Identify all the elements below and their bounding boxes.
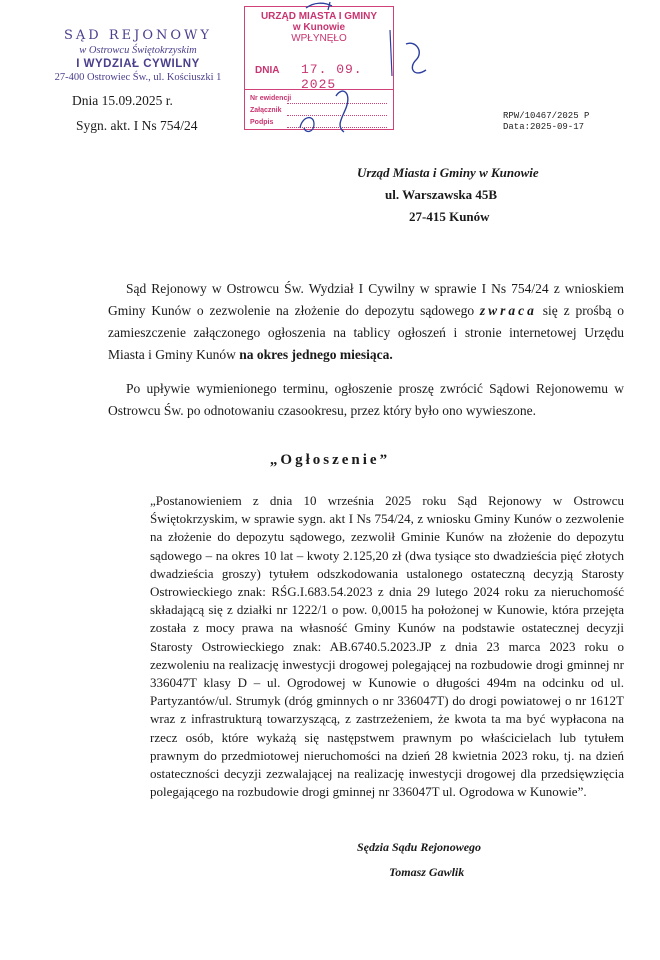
letter-p1-text-a: Sąd Rejonowy w Ostrowcu Św. Wydział I Cywilny w sprawie I Ns 754/24 z wnioskiem Gminy Kunów o zezwolenie na złożenie do depozytu sądowego xyxy=(108,281,624,318)
stamp-status: WPŁYNĘŁO xyxy=(291,33,347,44)
court-name: SĄD REJONOWY xyxy=(64,28,212,43)
handwritten-zero xyxy=(300,118,314,132)
court-address: 27-400 Ostrowiec Św., ul. Kościuszki 1 xyxy=(54,72,222,83)
handwritten-number-mark xyxy=(336,91,348,132)
registry-number: RPW/10467/2025 P xyxy=(503,111,590,121)
court-city: w Ostrowcu Świętokrzyskim xyxy=(79,45,197,56)
stamp-org-line2: w Kunowie xyxy=(292,22,346,33)
signature-name: Tomasz Gawlik xyxy=(389,865,465,879)
announcement-text: „Postanowieniem z dnia 10 września 2025 roku Sąd Rejonowy w Ostrowcu Świętokrzyskim, w sprawie sygn. akt I Ns 754/24, z wniosku Gminy Kunów o zezwolenie na złożenie do depozytu sądowego, zezwolił Gminie Kunów na złożenie do depozytu sądowego – na okres 10 lat – kwoty 2.125,20 zł (dwa tysiące sto dwadzieścia pięć złotych dwadzieścia groszy) tytułem odszkodowania ustalonego ostateczną decyzją Starosty Ostrowieckiego znak: RŚG.I.683.54.2023 z dnia 29 lutego 2024 roku za nieruchomość składającą się z działki nr 1222/1 o pow. 0,0015 ha położonej w Kunowie, która przejęta została z mocy prawa na własność Gminy Kunów na podstawie ostatecznej decyzji Starosty Ostrowieckiego znak: AB.6740.5.2023.JP z dnia 23 marca 2023 roku o zezwoleniu na realizację inwestycji drogowej polegającej na rozbudowie drogi gminnej nr 336047T klasy D – ul. Ogrodowej w Kunowie o długości 494m na odcinku od ul. Partyzantów/ul. Strumyk (dróg gminnych o nr 336047T) do drogi powiatowej o nr 1612T wraz z infrastrukturą towarzyszącą, z zastrzeżeniem, że kwota ta ma być wypłacona na rzecz osób, które wykażą się następstwem prawnym po właścicielach lub tytułem prawnym do przedmiotowej nieruchomości na dzień 28 kwietnia 2023 roku, tj. na dzień ostateczności decyzji zezwalającej na realizację inwestycji drogowej dla przedsięwzięcia polegającego na rozbudowie drogi gminnej nr 336047T ul. Ogrodowa w Kunowie”. xyxy=(150,493,624,800)
handwritten-initial-mark xyxy=(306,2,332,10)
stamp-field-registry: Nr ewidencji xyxy=(250,95,292,102)
signature-title: Sędzia Sądu Rejonowego xyxy=(357,840,482,854)
announcement-title: „Ogłoszenie” xyxy=(269,452,391,468)
recipient-street: ul. Warszawska 45B xyxy=(385,187,498,202)
recipient-address xyxy=(357,162,627,228)
stamp-date-label: DNIA xyxy=(255,65,280,76)
stamp-date-value: 17. 09. 2025 xyxy=(301,62,363,92)
registry-date: Data:2025-09-17 xyxy=(503,122,585,132)
registry-code xyxy=(503,111,589,133)
recipient-name: Urząd Miasta i Gminy w Kunowie xyxy=(357,165,539,180)
announcement-body xyxy=(150,492,624,801)
letter-paragraph-1 xyxy=(108,278,624,366)
court-department: I WYDZIAŁ CYWILNY xyxy=(76,58,200,70)
handwritten-signature-scribble xyxy=(406,43,426,73)
case-reference: Sygn. akt. I Ns 754/24 xyxy=(76,118,198,133)
handwritten-stroke xyxy=(390,30,392,76)
letter-p1-emphasis: zwraca xyxy=(479,303,537,318)
handwriting-marks xyxy=(240,0,440,140)
recipient-city: 27-415 Kunów xyxy=(409,209,490,224)
letter-p1-text-b: się z prośbą o zamieszczenie załączonego ogłoszenia na tablicy ogłoszeń i stronie internetowej Urzędu Miasta i Gminy Kunów xyxy=(108,303,625,362)
signature-block xyxy=(357,835,481,885)
letter-body xyxy=(108,278,624,434)
letter-p1-bold: na okres jednego miesiąca. xyxy=(239,347,393,362)
stamp-field-signature: Podpis xyxy=(250,119,274,126)
court-header xyxy=(20,28,256,84)
letter-paragraph-2: Po upływie wymienionego terminu, ogłoszenie proszę zwrócić Sądowi Rejonowemu w Ostrowcu Św. po odnotowaniu czasookresu, przez który było ono wywieszone. xyxy=(108,381,624,418)
stamp-org-line1: URZĄD MIASTA I GMINY xyxy=(260,11,378,22)
letter-date: Dnia 15.09.2025 r. xyxy=(72,93,173,108)
stamp-field-attachments: Załącznik xyxy=(250,107,282,114)
